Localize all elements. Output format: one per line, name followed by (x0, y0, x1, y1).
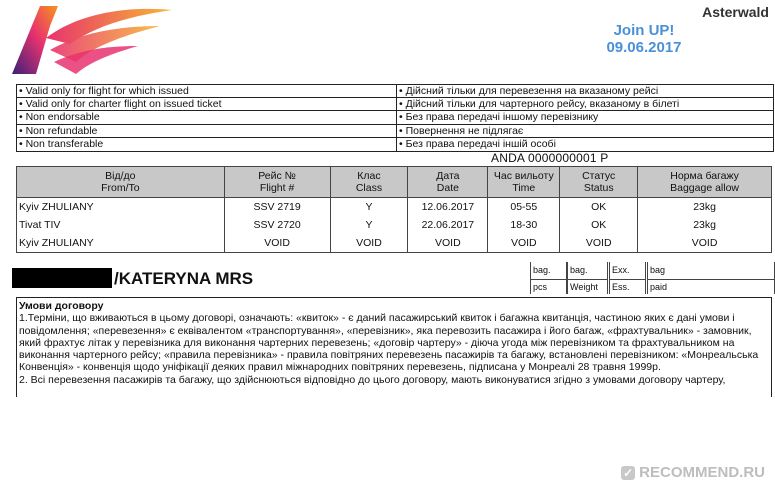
term-ua: • Без права передачі іншому перевізнику (397, 111, 773, 124)
baggage-paid-box (647, 262, 775, 294)
header-en: Class (355, 182, 383, 194)
recommend-logo-icon: ✓ (623, 465, 634, 480)
brand-name: Asterwald (702, 4, 769, 20)
term-ua: • Повернення не підлягає (397, 125, 773, 138)
cell-status: OK (560, 216, 638, 234)
contract-paragraph: 1.Терміни, що вживаються в цьому договорі, означають: «квиток» - є даний пасажирський квиток і багажна квитанція, частиною яких є дані умови і повідомлення; «перевезення» є еквівалентом «транспортування», «перевізник», яка перевозить пасажира і його багаж, «фрахтувальник» - замовник, який фрахтує літак у перевізника для виконання чартерних перевезень; «договір чартеру» - діюча угода між перевізником та фрахтувальником на виконання чартерного рейсу; «правила перевізника» - правила повітряних перевезень пасажирів та багажу, встановлені перевізником: «Монреальська Конвенція» - конвенція щодо уніфікації деяких правил міжнародних повітряних перевезень, підписана у Монреалі 28 травня 1999р. (19, 312, 759, 374)
excess-baggage-box (609, 262, 646, 294)
term-en: • Valid only for charter flight on issued ticket (17, 98, 396, 111)
cell-from-to: Kyiv ZHULIANY (17, 198, 225, 217)
cell-from-to: Kyiv ZHULIANY (17, 234, 225, 253)
header-en: Baggage allow (670, 182, 740, 194)
join-up-title: Join UP! (613, 22, 675, 39)
term-en: • Non refundable (17, 125, 396, 138)
baggage-box-top: bag. (568, 262, 607, 280)
header-ua: Дата (436, 170, 460, 182)
term-en: • Valid only for flight for which issued (17, 85, 396, 98)
ticket-terms-box (16, 84, 774, 152)
col-header-date (408, 167, 488, 198)
header-en: Date (436, 182, 459, 194)
cell-status: OK (560, 198, 638, 217)
terms-ukrainian (397, 85, 773, 151)
baggage-box-bottom: paid (650, 282, 668, 292)
header-ua: Рейс № (258, 170, 296, 182)
col-header-flight (224, 167, 330, 198)
header-ua: Час вильоту (493, 170, 554, 182)
cell-time: 05-55 (488, 198, 560, 217)
header-ua: Норма багажу (670, 170, 739, 182)
cell-class: VOID (330, 234, 408, 253)
table-row (17, 216, 772, 234)
col-header-time (488, 167, 560, 198)
passenger-name (12, 268, 253, 289)
header-ua: Від/до (105, 170, 136, 182)
term-en: • Non endorsable (17, 111, 396, 124)
watermark-text: RECOMMEND.RU (639, 464, 765, 481)
cell-class: Y (330, 198, 408, 217)
cell-flight: SSV 2719 (224, 198, 330, 217)
cell-time: 18-30 (488, 216, 560, 234)
contract-terms (16, 297, 772, 397)
baggage-box-top: bag. (531, 262, 566, 280)
cell-flight: VOID (224, 234, 330, 253)
term-ua: • Дійсний тільки для чартерного рейсу, вказаному в білеті (397, 98, 773, 111)
passenger-name-text: /KATERYNA MRS (114, 269, 254, 288)
header-ua: Статус (582, 170, 616, 182)
cell-flight: SSV 2720 (224, 216, 330, 234)
baggage-box-top: Exx. (610, 262, 645, 280)
table-row (17, 198, 772, 217)
col-header-class (330, 167, 408, 198)
contract-heading: Умови договору (19, 300, 104, 312)
airline-logo-icon (10, 4, 175, 76)
header-en: Status (583, 182, 614, 194)
flight-table-header (17, 167, 772, 198)
cell-status: VOID (560, 234, 638, 253)
header-en: From/To (101, 182, 140, 194)
baggage-box-bottom: Weight (570, 282, 598, 292)
cell-date: 12.06.2017 (408, 198, 488, 217)
table-row (17, 234, 772, 253)
baggage-box-top: bag (648, 262, 774, 280)
term-ua: • Без права передачі іншій особі (399, 137, 556, 150)
term-ua: • Дійсний тільки для перевезення на вказаному рейсі (397, 85, 773, 98)
flight-table (16, 166, 772, 253)
col-header-status (560, 167, 638, 198)
baggage-box-bottom: pcs (533, 282, 548, 292)
cell-date: 22.06.2017 (408, 216, 488, 234)
redacted-surname (12, 268, 112, 288)
join-up-label (596, 22, 692, 56)
cell-from-to: Tivat TIV (17, 216, 225, 234)
baggage-pcs-box (530, 262, 567, 294)
header-en: Time (512, 182, 536, 194)
baggage-box-bottom: Ess. (612, 282, 630, 292)
watermark (621, 464, 765, 481)
ticket-number: ANDA 0000000001 P (491, 151, 609, 165)
cell-date: VOID (408, 234, 488, 253)
cell-time: VOID (488, 234, 560, 253)
contract-paragraph: 2. Всі перевезення пасажирів та багажу, що здійснюються відповідно до цього договору, мають виконуватися згідно з умовами договору чартеру, (19, 373, 726, 386)
col-header-from-to (17, 167, 225, 198)
cell-class: Y (330, 216, 408, 234)
header-en: Flight # (259, 182, 295, 194)
baggage-weight-box (567, 262, 608, 294)
terms-english (17, 85, 397, 151)
cell-baggage: 23kg (638, 198, 772, 217)
cell-baggage: 23kg (638, 216, 772, 234)
col-header-baggage (638, 167, 772, 198)
join-up-date: 09.06.2017 (606, 39, 682, 56)
header-ua: Клас (357, 170, 381, 182)
cell-baggage: VOID (638, 234, 772, 253)
term-en: • Non transferable (19, 137, 104, 150)
